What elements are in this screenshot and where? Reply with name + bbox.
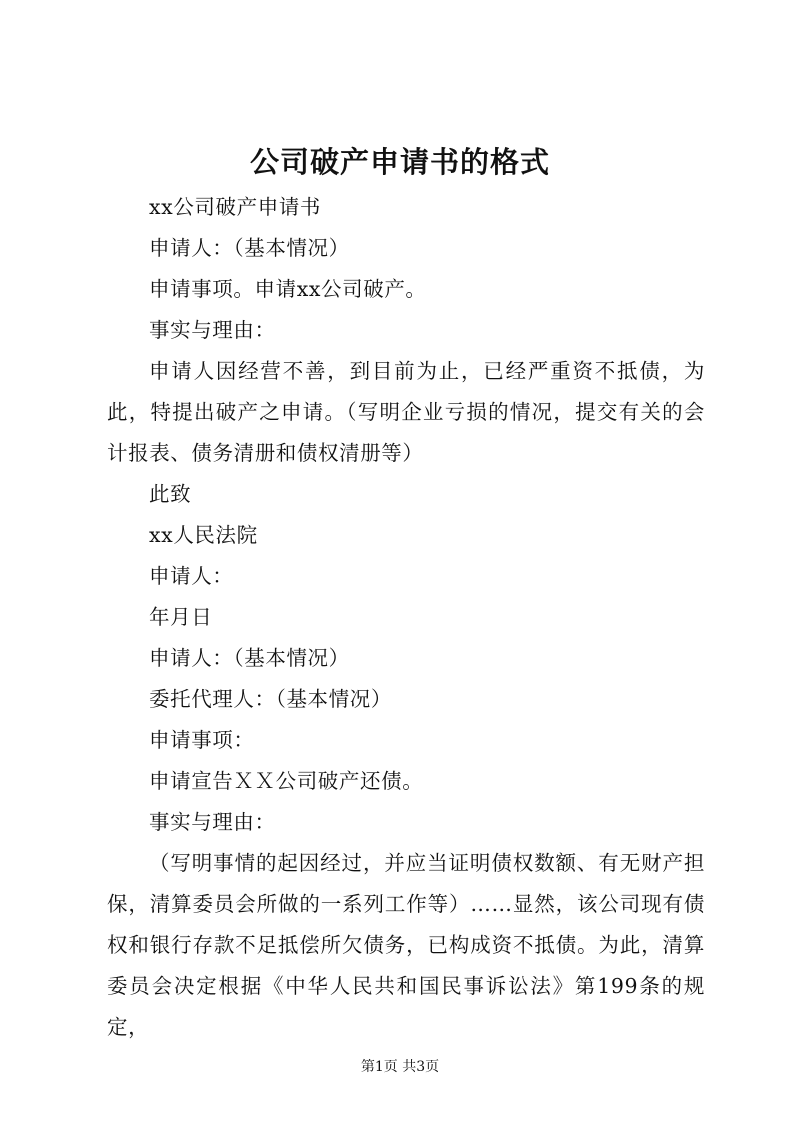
paragraph-applicant: 申请人：（基本情况） — [149, 236, 350, 260]
paragraph-facts-heading: 事实与理由： — [149, 318, 276, 342]
document-title: 公司破产申请书的格式 — [249, 145, 550, 179]
paragraph-request-items-2: 申请事项： — [149, 728, 255, 752]
paragraph-agent: 委托代理人：（基本情况） — [149, 687, 392, 711]
paragraph-applicant-signature: 申请人： — [149, 564, 234, 588]
paragraph-request-declare: 申请宣告ＸＸ公司破产还债。 — [149, 769, 424, 793]
paragraph-date: 年月日 — [149, 605, 213, 629]
paragraph-facts-heading-2: 事实与理由： — [149, 810, 276, 834]
page-footer: 第1页 共3页 — [360, 1059, 440, 1075]
document-body — [107, 187, 705, 1048]
paragraph-heading-application: xx公司破产申请书 — [149, 195, 322, 219]
paragraph-facts-body: 申请人因经营不善，到目前为止，已经严重资不抵债，为此，特提出破产之申请。（写明企业亏损的情况，提交有关的会计报表、债务清册和债权清册等） — [107, 359, 705, 465]
paragraph-court: xx人民法院 — [149, 523, 258, 547]
paragraph-applicant-2: 申请人：（基本情况） — [149, 646, 350, 670]
paragraph-facts-body-2: （写明事情的起因经过，并应当证明债权数额、有无财产担保，清算委员会所做的一系列工作等）……显然，该公司现有债权和银行存款不足抵偿所欠债务，已构成资不抵债。为此，清算委员会决定根据《中华人民共和国民事诉讼法》第199条的规定， — [107, 851, 705, 1039]
paragraph-salutation: 此致 — [149, 482, 192, 506]
paragraph-request-items: 申请事项。申请xx公司破产。 — [149, 277, 427, 301]
